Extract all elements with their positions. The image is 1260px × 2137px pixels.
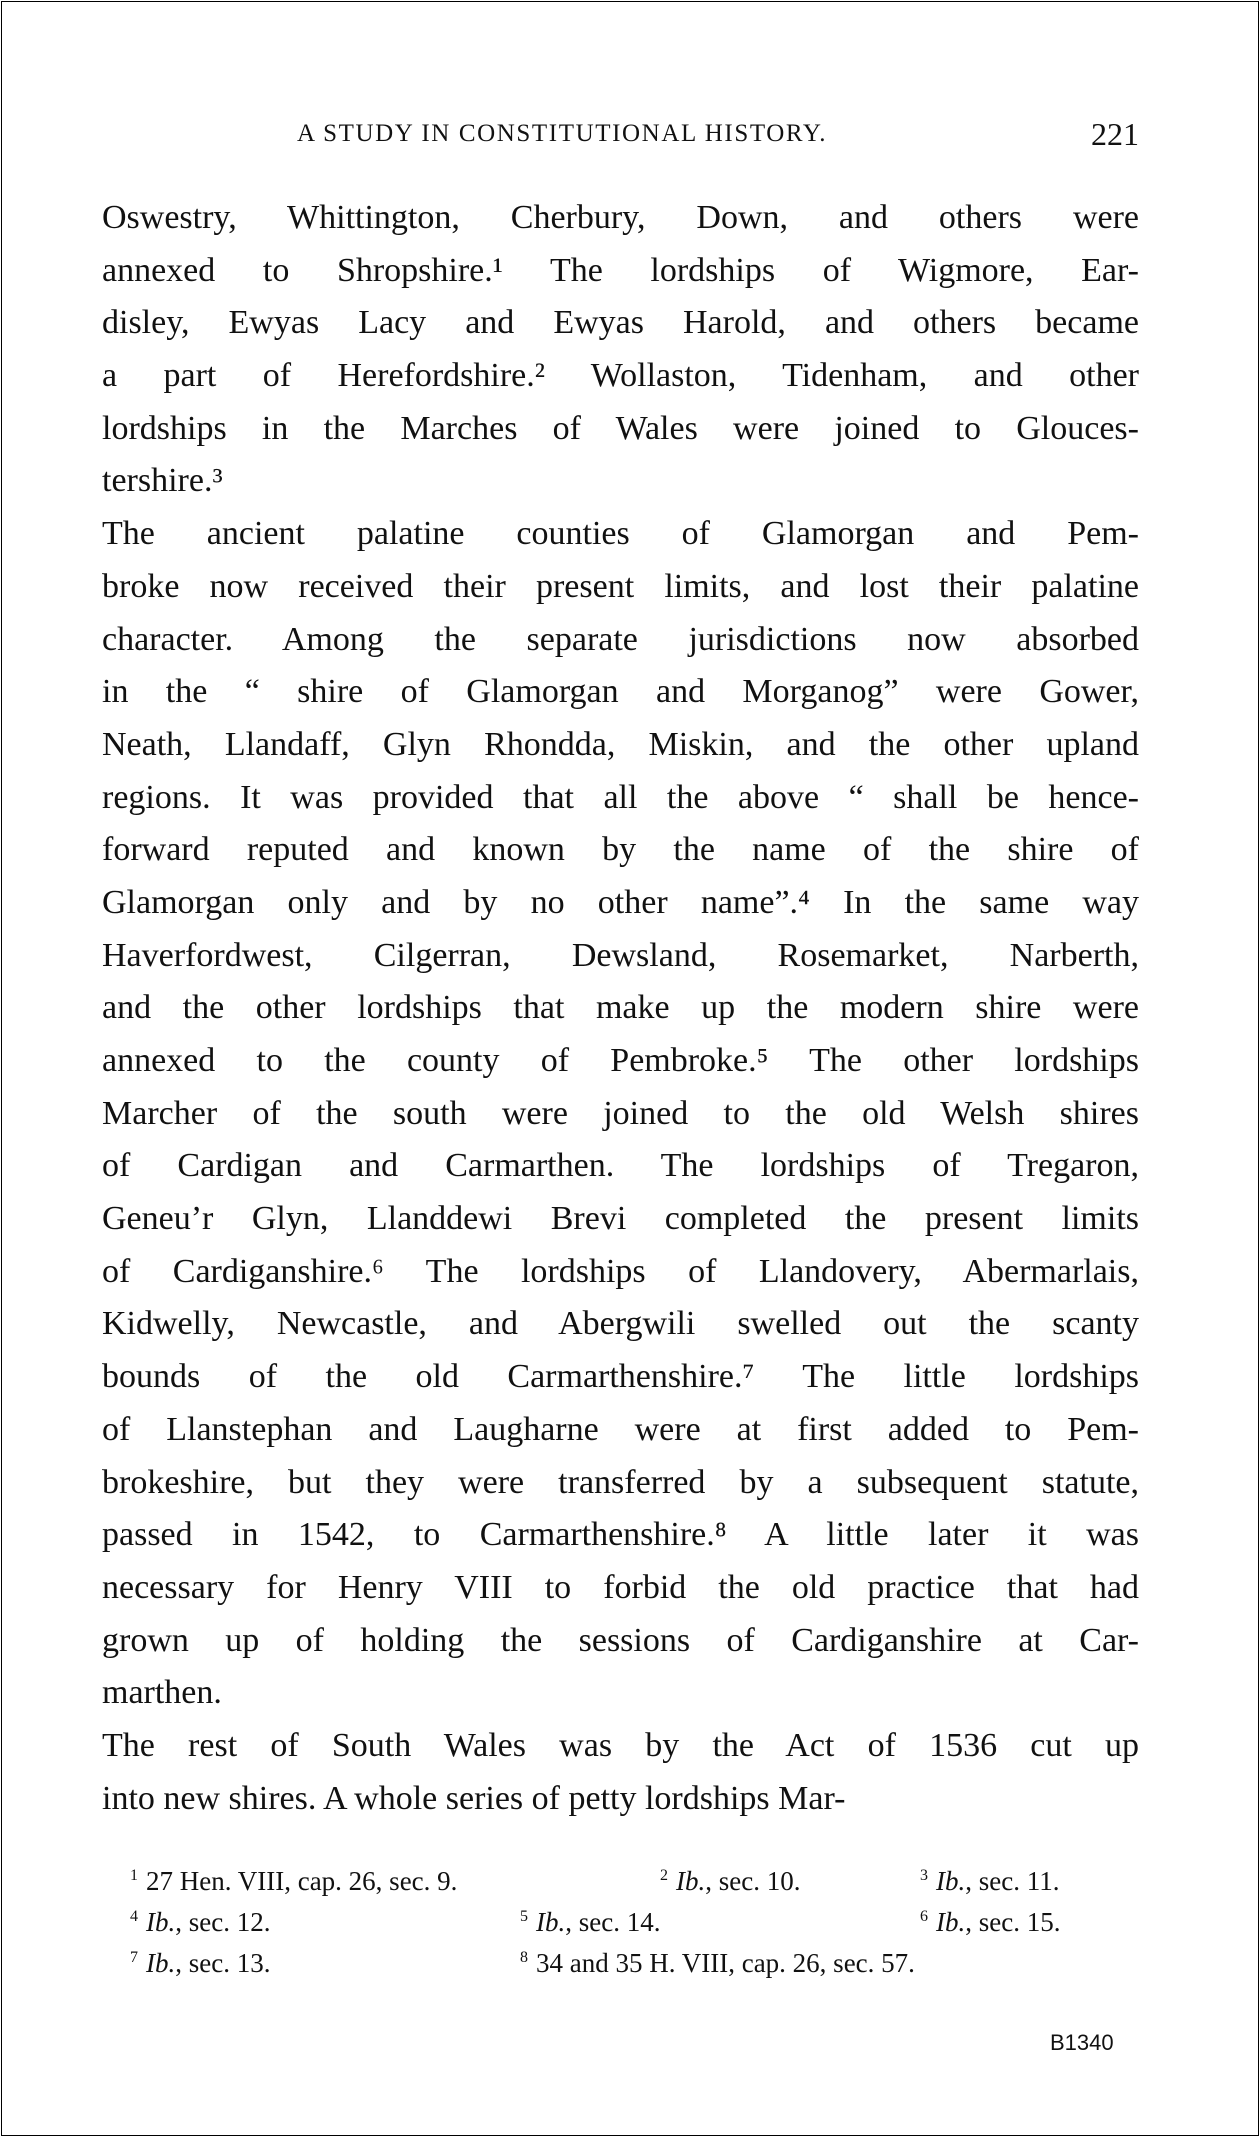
footnote-text: , sec. 13. — [175, 1948, 271, 1978]
text-line: annexed to the county of Pembroke.⁵ The other lordships — [102, 1042, 1139, 1079]
text-line: Glamorgan only and by no other name”.⁴ In the same way — [102, 883, 1139, 921]
footnote-row — [130, 1907, 1130, 1948]
text-line: Haverfordwest, Cilgerran, Dewsland, Rosemarket, Narberth, — [102, 936, 1139, 974]
footnote-ibid: Ib. — [676, 1866, 706, 1896]
footnote-ibid: Ib. — [936, 1866, 966, 1896]
text-line: in the “ shire of Glamorgan and Morganog” were Gower, — [102, 673, 1139, 711]
footnote-ibid: Ib. — [146, 1907, 176, 1937]
page-number: 221 — [1091, 116, 1139, 152]
footnote-number: 8 — [520, 1949, 528, 1966]
footnote — [520, 1948, 915, 1979]
footnote-number: 3 — [920, 1867, 928, 1884]
footnote — [130, 1866, 457, 1897]
footnote-text: 34 and 35 H. VIII, cap. 26, sec. 57. — [536, 1948, 915, 1978]
footnote-row — [130, 1948, 1130, 1989]
footnote — [660, 1866, 800, 1897]
footnote-number: 7 — [130, 1949, 138, 1966]
text-line: character. Among the separate jurisdictions now absorbed — [102, 620, 1139, 658]
footnote-text: , sec. 12. — [175, 1907, 271, 1937]
footnote — [920, 1866, 1059, 1897]
footnote — [130, 1948, 270, 1979]
text-line: bounds of the old Carmarthenshire.⁷ The little lordships — [102, 1358, 1139, 1396]
text-line: of Cardigan and Carmarthen. The lordships of Tregaron, — [102, 1147, 1139, 1185]
text-line: Neath, Llandaff, Glyn Rhondda, Miskin, and the other upland — [102, 725, 1139, 763]
text-line: Marcher of the south were joined to the old Welsh shires — [102, 1094, 1139, 1132]
text-line: Kidwelly, Newcastle, and Abergwili swelled out the scanty — [102, 1305, 1139, 1343]
text-line: broke now received their present limits, and lost their palatine — [102, 567, 1139, 605]
footnote-number: 2 — [660, 1867, 668, 1884]
footnote-number: 5 — [520, 1908, 528, 1925]
footnote — [920, 1907, 1060, 1938]
footnote-text: , sec. 15. — [965, 1907, 1061, 1937]
text-line: grown up of holding the sessions of Cardiganshire at Car- — [102, 1621, 1139, 1659]
footnote-number: 1 — [130, 1867, 138, 1884]
text-line: brokeshire, but they were transferred by a subsequent statute, — [102, 1463, 1139, 1501]
footnote-ibid: Ib. — [536, 1907, 566, 1937]
scan-code: B1340 — [1050, 2030, 1114, 2055]
text-line: disley, Ewyas Lacy and Ewyas Harold, and others became — [102, 304, 1139, 342]
text-line: Oswestry, Whittington, Cherbury, Down, and others were — [102, 199, 1139, 236]
text-line: The rest of South Wales was by the Act of 1536 cut up — [102, 1726, 1139, 1764]
footnote-text: , sec. 10. — [705, 1866, 801, 1896]
footnote-ibid: Ib. — [146, 1948, 176, 1978]
text-line: annexed to Shropshire.¹ The lordships of Wigmore, Ear- — [102, 251, 1139, 289]
footnotes — [130, 1866, 1130, 1989]
text-line: and the other lordships that make up the modern shire were — [102, 989, 1139, 1027]
text-line: marthen. — [102, 1674, 222, 1712]
text-line: lordships in the Marches of Wales were joined to Glouces- — [102, 409, 1139, 447]
footnote-text: , sec. 11. — [965, 1866, 1060, 1896]
footnote-text: 27 Hen. VIII, cap. 26, sec. 9. — [146, 1866, 458, 1896]
text-line: forward reputed and known by the name of the shire of — [102, 831, 1139, 869]
text-line: into new shires. A whole series of petty lordships Mar- — [102, 1779, 846, 1817]
text-line: The ancient palatine counties of Glamorgan and Pem- — [102, 515, 1139, 553]
footnote-ibid: Ib. — [936, 1907, 966, 1937]
footnote-text: , sec. 14. — [565, 1907, 661, 1937]
body-text — [102, 192, 1139, 1825]
text-line: Geneu’r Glyn, Llanddewi Brevi completed the present limits — [102, 1200, 1139, 1238]
text-line: of Cardiganshire.⁶ The lordships of Llandovery, Abermarlais, — [102, 1252, 1139, 1290]
footnote-number: 6 — [920, 1908, 928, 1925]
text-line: passed in 1542, to Carmarthenshire.⁸ A little later it was — [102, 1516, 1139, 1554]
text-line: necessary for Henry VIII to forbid the old practice that had — [102, 1568, 1139, 1606]
text-line: tershire.³ — [102, 462, 223, 500]
running-title: A STUDY IN CONSTITUTIONAL HISTORY. — [297, 120, 828, 147]
footnote-row — [130, 1866, 1130, 1907]
footnote — [130, 1907, 270, 1938]
text-line: a part of Herefordshire.² Wollaston, Tidenham, and other — [102, 357, 1139, 395]
footnote — [520, 1907, 660, 1938]
footnote-number: 4 — [130, 1908, 138, 1925]
text-line: regions. It was provided that all the above “ shall be hence- — [102, 778, 1139, 816]
text-line: of Llanstephan and Laugharne were at first added to Pem- — [102, 1410, 1139, 1448]
running-header — [102, 116, 1139, 156]
